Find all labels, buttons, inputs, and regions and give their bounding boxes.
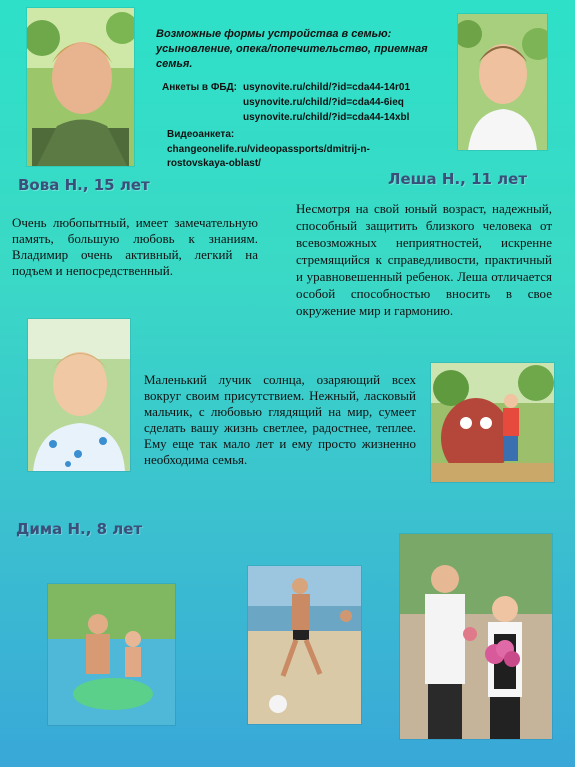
beach-photo [248,566,361,724]
school-photo [400,534,552,739]
placement-forms: Возможные формы устройства в семью: усыновление, опека/попечительство, приемная семья. [156,28,428,70]
pool-photo [48,584,175,725]
fbd-label: Анкеты в ФБД: [162,82,238,93]
fbd-link-2[interactable]: usynovite.ru/child/?id=cda44-6ieq [243,97,404,108]
video-link-line-2[interactable]: rostovskaya-oblast/ [167,158,261,169]
lesha-photo [458,14,547,150]
dima-description: Маленький лучик солнца, озаряющий всех вокруг своим присутствием. Нежный, ласковый мальчик, с любовью глядящий на мир, сумеет сделать вашу жизнь светлее, радостнее, теплее. Ему еще так мало лет и ему просто жизненно необходима семья. [144,372,416,467]
video-link-line-1[interactable]: changeonelife.ru/videopassports/dmitrij-n- [167,144,370,155]
video-label: Видеоанкета: [167,129,235,140]
vova-photo [27,8,134,166]
lesha-statue-photo [431,363,554,482]
dima-photo [28,319,130,471]
fbd-link-1[interactable]: usynovite.ru/child/?id=cda44-14r01 [243,82,411,93]
vova-description: Очень любопытный, имеет замечательную память, большую любовь к знаниям. Владимир очень активный, легкий на подъем и непосредственный. [12,215,258,278]
vova-name: Вова Н., 15 лет [18,176,150,194]
lesha-name: Леша Н., 11 лет [388,170,528,188]
dima-name: Дима Н., 8 лет [16,520,143,538]
fbd-link-3[interactable]: usynovite.ru/child/?id=cda44-14xbl [243,112,410,123]
lesha-description: Несмотря на свой юный возраст, надежный, способный защитить близкого человека от всевозможных неприятностей, искренне стремящийся к справедливости, практичный и уравновешенный ребенок. Леша отличается особой способностью вносить в свое окружение мир и гармонию. [296,201,552,318]
